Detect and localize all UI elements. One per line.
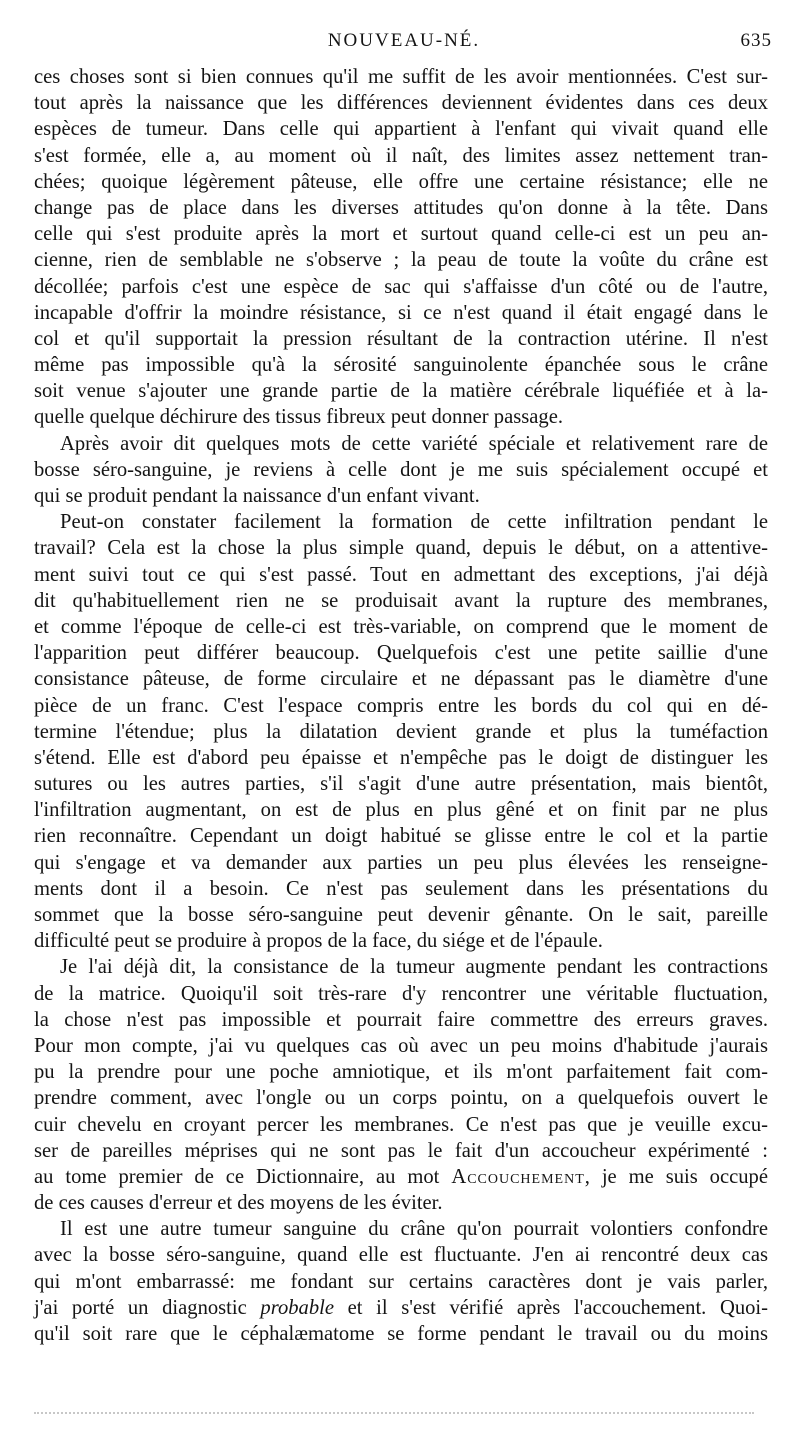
text-line: l'infiltration augmentant, on est de plus en plus gêné et on finit par ne plus — [34, 799, 768, 822]
text-line: celle qui s'est produite après la mort et surtout quand celle-ci est un peu an- — [34, 223, 768, 246]
text-line: Je l'ai déjà dit, la consistance de la tumeur augmente pendant les contractions — [60, 956, 768, 979]
text-line: Pour mon compte, j'ai vu quelques cas où avec un peu moins d'habitude j'aurais — [34, 1034, 768, 1057]
paragraph-2 — [34, 431, 768, 510]
text-line: décollée; parfois c'est une espèce de sac qui s'affaisse d'un côté ou de l'autre, — [34, 275, 768, 298]
text-line: col et qu'il supportait la pression résultant de la contraction utérine. Il n'est — [34, 327, 768, 350]
cross-reference: Accouchement — [451, 1165, 585, 1188]
text-line: dit qu'habituellement rien ne se produisait avant la rupture des membranes, — [34, 589, 768, 612]
text-run: , je me suis occupé — [584, 1165, 768, 1188]
text-line — [34, 1164, 768, 1190]
text-line: consistance pâteuse, de forme circulaire et ne dépassant pas le diamètre d'une — [34, 668, 768, 691]
paragraph-4 — [34, 954, 768, 1216]
text-line: espèces de tumeur. Dans celle qui appartient à l'enfant qui vivait quand elle — [34, 118, 768, 141]
running-title: NOUVEAU-NÉ. — [327, 30, 481, 51]
text-line: s'est formée, elle a, au moment où il naît, des limites assez nettement tran- — [34, 144, 768, 167]
text-line: s'étend. Elle est d'abord peu épaisse et n'empêche pas le doigt de distinguer les — [34, 746, 768, 769]
text-line: l'apparition peut différer beaucoup. Quelquefois c'est une petite saillie d'une — [34, 642, 768, 665]
text-line: de ces causes d'erreur et des moyens de les éviter. — [34, 1192, 443, 1215]
text-line: change pas de place dans les diverses attitudes qu'on donne à la tête. Dans — [34, 196, 768, 219]
text-line: Après avoir dit quelques mots de cette variété spéciale et relativement rare de — [60, 432, 768, 455]
text-line: Peut-on constater facilement la formation de cette infiltration pendant le — [60, 511, 768, 534]
text-line: avec la bosse séro-sanguine, quand elle est fluctuante. J'en ai rencontré deux cas — [34, 1244, 768, 1267]
text-line: ser de pareilles méprises qui ne sont pas le fait d'un accoucheur expérimenté : — [34, 1139, 768, 1162]
text-line: soit venue s'ajouter une grande partie de la matière cérébrale liquéfiée et à la- — [34, 380, 768, 403]
text-line: travail? Cela est la chose la plus simple quand, depuis le début, on a attentive- — [34, 537, 768, 560]
text-line: qui s'engage et va demander aux parties un peu plus élevées les renseigne- — [34, 851, 768, 874]
text-line: cienne, rien de semblable ne s'observe ; la peau de toute la voûte du crâne est — [34, 249, 768, 272]
text-line: pièce de un franc. C'est l'espace compris entre les bords du col qui en dé- — [34, 694, 768, 717]
text-line: quelle quelque déchirure des tissus fibreux peut donner passage. — [34, 406, 563, 429]
text-line: même pas impossible qu'à la sérosité sanguinolente épanchée sous le crâne — [34, 354, 768, 377]
text-line: tout après la naissance que les différences deviennent évidentes dans ces deux — [34, 92, 768, 115]
text-line: la chose n'est pas impossible et pourrait faire commettre des erreurs graves. — [34, 1008, 768, 1031]
text-run: j'ai porté un diagnostic — [34, 1296, 261, 1319]
text-line: bosse séro-sanguine, je reviens à celle dont je me suis spécialement occupé et — [34, 458, 768, 481]
text-line: sommet que la bosse séro-sanguine peut devenir gênante. On le sait, pareille — [34, 904, 768, 926]
paragraph-1 — [34, 64, 768, 431]
text-line: difficulté peut se produire à propos de la face, du siége et de l'épaule. — [34, 930, 603, 953]
paragraph-5 — [34, 1216, 768, 1347]
text-line: et comme l'époque de celle-ci est très-variable, on comprend que le moment de — [34, 615, 768, 638]
text-line — [34, 1295, 768, 1321]
text-line: chées; quoique légèrement pâteuse, elle offre une certaine résistance; elle ne — [34, 170, 768, 193]
text-line: prendre comment, avec l'ongle ou un corps pointu, on a quelquefois ouvert le — [34, 1087, 768, 1110]
text-line: Il est une autre tumeur sanguine du crâne qu'on pourrait volontiers confondre — [60, 1218, 768, 1241]
text-run: au tome premier de ce Dictionnaire, au mot — [34, 1165, 452, 1188]
text-line: de la matrice. Quoiqu'il soit très-rare d'y rencontrer une véritable fluctuation, — [34, 982, 768, 1005]
text-line: cuir chevelu en croyant percer les membranes. Ce n'est pas que je veuille excu- — [34, 1113, 768, 1136]
text-line: qui m'ont embarrassé: me fondant sur certains caractères dont je vais parler, — [34, 1270, 768, 1293]
emphasis: probable — [260, 1296, 335, 1319]
text-line: qu'il soit rare que le céphalæmatome se forme pendant le travail ou du moins — [34, 1323, 768, 1345]
text-line: pu la prendre pour une poche amniotique, et ils m'ont parfaitement fait com- — [34, 1061, 768, 1084]
text-run: et il s'est vérifié après l'accouchement. Quoi- — [334, 1296, 769, 1319]
text-line: incapable d'offrir la moindre résistance, si ce n'est quand il était engagé dans le — [34, 301, 768, 324]
running-head — [36, 30, 772, 54]
text-line: ment suivi tout ce qui s'est passé. Tout en admettant des exceptions, j'ai déjà — [34, 563, 768, 586]
text-line: ces choses sont si bien connues qu'il me suffit de les avoir mentionnées. C'est sur- — [34, 66, 768, 88]
cropped-footer-line — [34, 1412, 754, 1418]
text-line: ments dont il a besoin. Ce n'est pas seulement dans les présentations du — [34, 877, 768, 900]
text-line: rien reconnaître. Cependant un doigt habitué se glisse entre le col et la partie — [34, 825, 768, 848]
body-text — [34, 64, 768, 1347]
text-line: termine l'étendue; plus la dilatation devient grande et plus la tuméfaction — [34, 720, 768, 743]
text-line: qui se produit pendant la naissance d'un enfant vivant. — [34, 485, 480, 507]
text-line: sutures ou les autres parties, s'il s'agit d'une autre présentation, mais bientôt, — [34, 773, 768, 796]
paragraph-3 — [34, 509, 768, 954]
page-number: 635 — [740, 30, 772, 51]
